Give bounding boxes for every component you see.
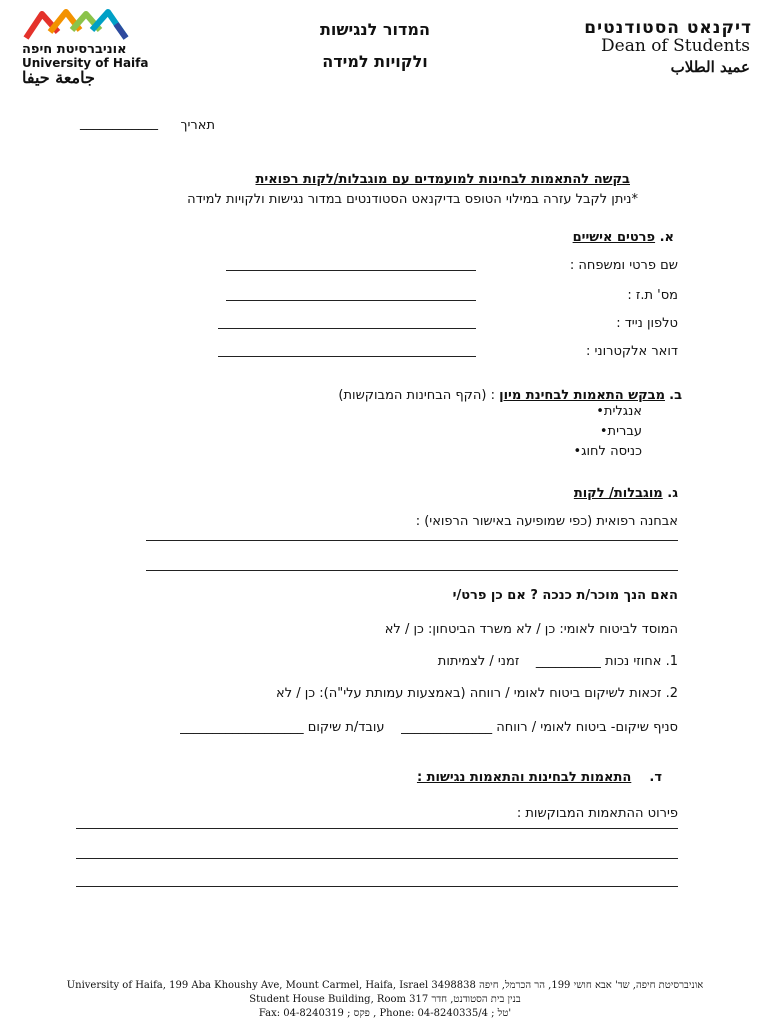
section-d-heading [417, 770, 662, 785]
logo-text-he: אוניברסיטת חיפה [22, 42, 127, 57]
section-b-title: מבקש התאמות לבחינת מיון [499, 388, 665, 403]
unit-title-line1: המדור לנגישות [319, 20, 430, 39]
exam-option-department-entry[interactable]: כניסה לחוג • [555, 442, 642, 462]
university-logo-icon [22, 8, 132, 42]
exam-option-english[interactable]: אנגלית • [555, 402, 642, 422]
adjustments-line-3[interactable] [76, 886, 678, 887]
section-a-heading [573, 230, 674, 245]
footer-building-en: Student House Building, Room 317 [249, 994, 429, 1005]
section-c-letter: ג. [667, 486, 678, 501]
date-label: תאריך [180, 118, 215, 133]
section-a-letter: א. [659, 230, 674, 245]
department-title-he: דיקנאט הסטודנטים [584, 18, 752, 38]
department-title-ar: عميد الطلاب [670, 58, 750, 76]
unit-title-line2: ולקויות למידה [322, 52, 428, 71]
rehab-worker-blank[interactable]: ___________________ [180, 720, 304, 735]
disability-percent-item [438, 654, 678, 669]
footer-address-en: University of Haifa, 199 Aba Khoushy Ave, Mount Carmel, Haifa, Israel 3498838 [66, 980, 476, 991]
section-c-heading [574, 486, 678, 501]
section-a-title: פרטים אישיים [572, 230, 656, 245]
adjustments-line-2[interactable] [76, 858, 678, 859]
rehab-eligibility-item: 2. זכאות לשיקום ביטוח לאומי / רווחה (באמצעות עמותת עלי"ה): כן / לא [276, 686, 678, 701]
recognized-disability-question: האם הנך מוכר/ת כנכה ? אם כן פרט/י [452, 588, 678, 603]
footer-building-line [0, 994, 770, 1005]
diagnosis-label: אבחנה רפואית (כפי שמופיעה באישור הרפואי) : [415, 514, 678, 529]
date-blank[interactable]: ____________ [80, 116, 158, 131]
rehab-branch-row [180, 720, 678, 735]
field-label-email: דואר אלקטרוני : [585, 344, 678, 359]
disability-percent-label: 1. אחוזי נכות [605, 654, 678, 669]
rehab-worker-label: עובד/ת שיקום [307, 720, 385, 735]
disability-duration-options[interactable]: זמני / לצמיתות [437, 654, 520, 669]
exam-options-list [555, 402, 642, 462]
rehab-branch-label: סניף שיקום- ביטוח לאומי / רווחה [496, 720, 678, 735]
footer-address-line [0, 980, 770, 991]
disability-percent-blank[interactable]: __________ [535, 654, 601, 669]
footer-building-he: בנין בית הסטודנט, חדר [431, 994, 521, 1005]
footer-contact-line: Fax: 04-8240319 ; פקס , Phone: 04-8240335/4 ; טל' [258, 1008, 512, 1019]
field-line-phone[interactable] [218, 328, 476, 329]
section-c-title: מוגבלות/ לקות [573, 486, 663, 501]
field-line-name[interactable] [226, 270, 476, 271]
exam-option-hebrew[interactable]: עברית • [555, 422, 642, 442]
section-d-title: התאמות לבחינות והתאמות נגישות : [416, 770, 632, 785]
diagnosis-line-2[interactable] [146, 570, 678, 571]
field-label-phone: טלפון נייד : [616, 316, 678, 331]
institutions-line: המוסד לביטוח לאומי: כן / לא משרד הביטחון: כן / לא [384, 622, 678, 637]
section-d-letter: ד. [649, 770, 662, 785]
logo-text-ar: جامعة حيفا [22, 68, 95, 87]
form-title: בקשה להתאמות לבחינות למועמדים עם מוגבלות/לקות רפואית [255, 172, 630, 187]
diagnosis-line-1[interactable] [146, 540, 678, 541]
logo-text-en: University of Haifa [22, 56, 149, 70]
field-label-name: שם פרטי ומשפחה : [569, 258, 678, 273]
footer-address-he: אוניברסיטת חיפה, שד' אבא חושי 199, הר הכרמל, חיפה [479, 980, 704, 991]
rehab-branch-blank[interactable]: ______________ [401, 720, 493, 735]
section-b-subtitle: : (הקף הבחינות המבוקשות) [338, 388, 495, 403]
field-label-id: מס' ת.ז : [627, 288, 678, 303]
section-b-heading [338, 388, 682, 403]
section-b-letter: ב. [669, 388, 682, 403]
field-line-id[interactable] [226, 300, 476, 301]
adjustments-line-1[interactable] [76, 828, 678, 829]
form-note: *ניתן לקבל עזרה במילוי הטופס בדיקנאט הסטודנטים במדור נגישות ולקויות למידה [187, 192, 638, 207]
field-line-email[interactable] [218, 356, 476, 357]
adjustments-detail-label: פירוט ההתאמות המבוקשות : [516, 806, 678, 821]
department-title-en: Dean of Students [601, 36, 750, 56]
